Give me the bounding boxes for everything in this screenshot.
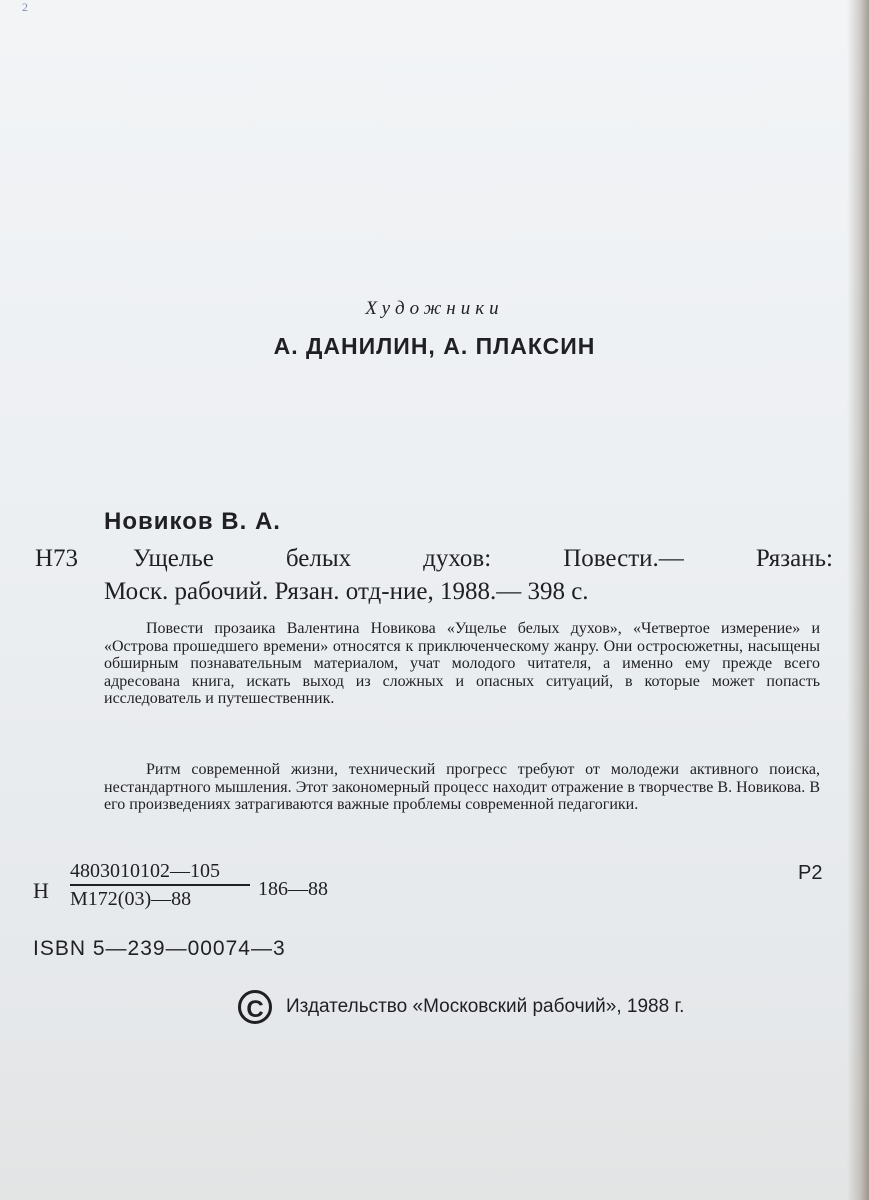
author-name: Новиков В. А. bbox=[104, 508, 281, 535]
book-title-line: Ущелье белых духов: Повести.— Рязань: bbox=[133, 545, 833, 572]
catalog-code: Н73 bbox=[35, 545, 79, 572]
artists-label: Художники bbox=[365, 298, 504, 319]
bibliographic-numerator: 4803010102—105 bbox=[70, 860, 250, 886]
page-edge bbox=[847, 0, 869, 1200]
corner-mark: 2 bbox=[22, 0, 28, 14]
copyright-icon: C bbox=[238, 990, 272, 1024]
bibliographic-letter: Н bbox=[33, 878, 49, 903]
copyright-line bbox=[238, 990, 684, 1024]
bibliographic-denominator: М172(03)—88 bbox=[70, 888, 192, 910]
classification-code: Р2 bbox=[798, 862, 823, 884]
publisher-line: Моск. рабочий. Рязан. отд-ние, 1988.— 398 с. bbox=[104, 578, 589, 605]
bibliographic-tail: 186—88 bbox=[258, 878, 328, 900]
annotation-paragraph: Повести прозаика Валентина Новикова «Ущелье белых духов», «Четвертое измерение» и «Острова прошедшего времени» относятся к приключенческому жанру. Они остросюжетны, насыщены обширным познавательным материалом, учат молодого читателя, а именно ему прежде всего адресована книга, искать выход из сложных и опасных ситуаций, в которые может попасть исследователь и путешественник. bbox=[104, 620, 820, 707]
copyright-text: Издательство «Московский рабочий», 1988 г. bbox=[286, 996, 685, 1017]
artists-names: А. ДАНИЛИН, А. ПЛАКСИН bbox=[273, 333, 596, 359]
isbn-line: ISBN 5—239—00074—3 bbox=[33, 937, 286, 960]
annotation-paragraph: Ритм современной жизни, технический прогресс требуют от молодежи активного поиска, нестандартного мышления. Этот закономерный процесс находит отражение в творчестве В. Новикова. В его произведениях затрагиваются важные проблемы современной педагогики. bbox=[104, 761, 820, 813]
